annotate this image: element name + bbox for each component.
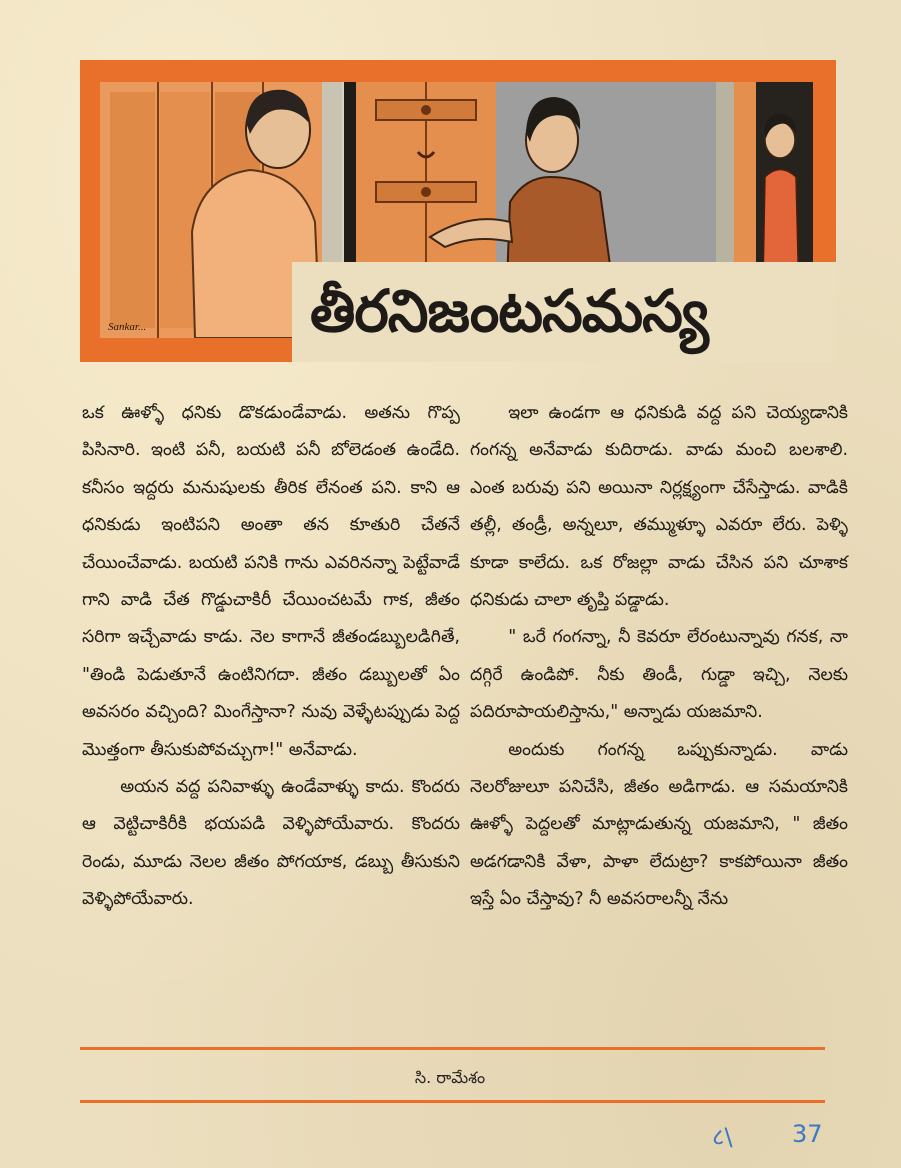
paragraph: ఒక ఊళ్ళో ధనికు డొకడుండేవాడు. అతను గొప్ప పిసినారి. ఇంటి పనీ, బయటి పనీ బోలెడంత ఉండేది. కనీసం ఇద్దరు మనుషులకు తీరిక లేనంత పని. కాని ఆ ధనికుడు ఇంటిపని అంతా తన కూతురి చేతనే చేయించేవాడు. బయటి పనికి గాను ఎవరినన్నా పెట్టేవాడే గాని వాడి చేత గొడ్డుచాకిరీ చేయించటమే గాక, జీతం సరిగా ఇచ్చేవాడు కాడు. నెల కాగానే జీతండబ్బులడిగితే, "తిండి పెడుతూనే ఉంటినిగదా. జీతం డబ్బులతో ఏం అవసరం వచ్చింది? మింగేస్తానా? నువు వెళ్ళేటప్పుడు పెద్ద మొత్తంగా తీసుకుపోవచ్చుగా!" అనేవాడు.	[82, 403, 460, 760]
page-number: 37	[792, 1120, 823, 1148]
right-column	[470, 395, 848, 919]
paragraph: అందుకు గంగన్న ఒప్పుకున్నాడు. వాడు నెలరోజులూ పనిచేసి, జీతం అడిగాడు. ఆ సమయానికి ఊళ్ళో పెద్దలతో మాట్లాడుతున్న యజమాని, " జీతం అడగడానికి వేళా, పాళా లేదుట్రా? కాకపోయినా జీతం ఇస్తే ఏం చేస్తావు? నీ అవసరాలన్నీ నేను	[470, 739, 848, 910]
paragraph: " ఒరే గంగన్నా, నీ కెవరూ లేరంటున్నావు గనక, నా దగ్గిరే ఉండిపో. నీకు తిండీ, గుడ్డా ఇచ్చి, నెలకు పదిరూపాయలిస్తాను," అన్నాడు యజమాని.	[470, 627, 848, 723]
pencil-mark: ८\	[712, 1123, 733, 1151]
top-divider	[80, 1047, 825, 1050]
bottom-divider	[80, 1100, 825, 1103]
left-column	[82, 395, 460, 919]
story-title: తీరనిజంటసమస్య	[310, 277, 708, 345]
paragraph: అయన వద్ద పనివాళ్ళు ఉండేవాళ్ళు కాదు. కొందరు ఆ వెట్టిచాకిరీకి భయపడి వెళ్ళిపోయేవారు. కొందరు రెండు, మూడు నెలల జీతం పోగయాక, డబ్బు తీసుకుని వెళ్ళిపోయేవారు.	[82, 777, 460, 910]
author-name: సి. రామేశం	[414, 1068, 486, 1087]
paragraph: ఇలా ఉండగా ఆ ధనికుడి వద్ద పని చెయ్యడానికి గంగన్న అనేవాడు కుదిరాడు. వాడు మంచి బలశాలి. ఎంత బరువు పని అయినా నిర్లక్ష్యంగా చేసేస్తాడు. వాడికి తల్లీ, తండ్రీ, అన్నలూ, తమ్ముళ్ళూ ఎవరూ లేరు. పెళ్ళి కూడా కాలేదు. ఒక రోజల్లా వాడు చేసిన పని చూశాక ధనికుడు చాలా తృప్తి పడ్డాడు.	[470, 403, 848, 611]
artist-signature: Sankar...	[108, 321, 147, 333]
